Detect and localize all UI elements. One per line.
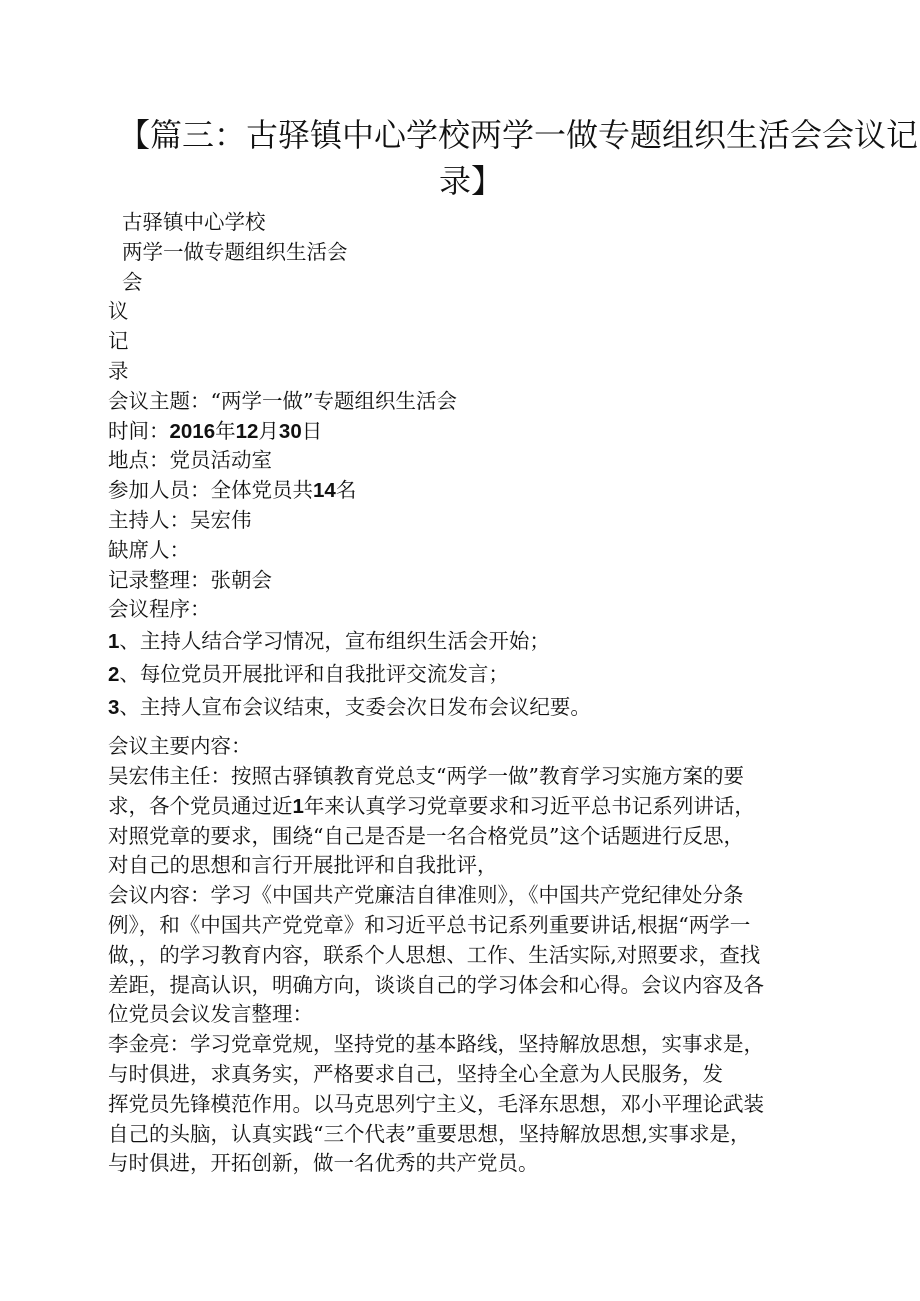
attendees-suffix: 名: [335, 478, 357, 503]
para1-line-2-num: 1: [292, 794, 304, 818]
agenda-item-1: [108, 625, 828, 658]
agenda-item-2-text: 、每位党员开展批评和自我批评交流发言；: [119, 662, 509, 687]
meeting-place: 地点：党员活动室: [108, 448, 272, 473]
meeting-attendees: [108, 476, 828, 506]
title-line-1: 【篇三：古驿镇中心学校两学一做专题组织生活会会议记: [118, 116, 919, 154]
para3-line-4: 自己的头脑，认真实践“三个代表”重要思想，坚持解放思想,实事求是，: [108, 1121, 751, 1146]
para3-line-3: 挥党员先锋模范作用。以马克思列宁主义，毛泽东思想，邓小平理论武装: [108, 1091, 764, 1116]
para2-line-3: 做，，的学习教育内容，联系个人思想、工作、生活实际,对照要求，查找: [108, 942, 761, 967]
para2-line-4: 差距，提高认识，明确方向，谈谈自己的学习体会和心得。会议内容及各: [108, 972, 764, 997]
meeting-absent: 缺席人：: [108, 537, 190, 562]
time-year: 2016: [169, 419, 216, 443]
time-year-unit: 年: [215, 418, 236, 443]
agenda-item-3: [108, 691, 828, 724]
time-month-unit: 月: [258, 418, 279, 443]
school-name: 古驿镇中心学校: [122, 210, 266, 234]
para1-line-3: 对照党章的要求，围绕“自己是否是一名合格党员”这个话题进行反思，: [108, 823, 744, 848]
meeting-host: 主持人：吴宏伟: [108, 507, 252, 532]
content-label: 会议主要内容：: [108, 734, 252, 759]
document-title: [118, 112, 919, 204]
para1-line-2-post: 年来认真学习党章要求和习近平总书记系列讲话，: [303, 793, 755, 818]
time-month: 12: [235, 419, 259, 443]
meeting-time: [108, 417, 828, 447]
para2-line-5: 位党员会议发言整理：: [108, 1002, 313, 1027]
para3-line-1: 李金亮：学习党章党规，坚持党的基本路线，坚持解放思想，实事求是，: [108, 1032, 764, 1057]
vertical-char-1: 会: [122, 269, 143, 294]
para3-line-5: 与时俱进，开拓创新，做一名优秀的共产党员。: [108, 1151, 539, 1176]
document-body: [108, 208, 828, 1179]
para3-line-2: 与时俱进，求真务实，严格要求自己，坚持全心全意为人民服务，发: [108, 1061, 723, 1086]
para1-line-1: 吴宏伟主任：按照古驿镇教育党总支“两学一做”教育学习实施方案的要: [108, 763, 744, 788]
event-name: 两学一做专题组织生活会: [122, 239, 348, 264]
vertical-char-4: 录: [108, 358, 129, 383]
time-label: 时间：: [108, 418, 170, 443]
agenda-item-3-num: 3: [108, 696, 120, 720]
meeting-topic: 会议主题：“两学一做”专题组织生活会: [108, 388, 457, 413]
agenda-item-2-num: 2: [108, 663, 120, 687]
time-day-unit: 日: [301, 418, 323, 443]
para1-line-2-pre: 求，各个党员通过近: [108, 793, 293, 818]
attendees-prefix: 参加人员：全体党员共: [108, 478, 313, 503]
vertical-char-3: 记: [108, 329, 129, 354]
agenda-item-2: [108, 658, 828, 691]
agenda-label: 会议程序：: [108, 597, 211, 622]
title-line-2: 录】: [438, 162, 503, 200]
para1-line-4: 对自己的思想和言行开展批评和自我批评，: [108, 853, 498, 878]
agenda-item-1-num: 1: [108, 630, 120, 654]
attendees-count: 14: [313, 479, 336, 503]
time-day: 30: [278, 419, 302, 443]
para2-line-1: 会议内容：学习《中国共产党廉洁自律准则》，《中国共产党纪律处分条: [108, 883, 744, 908]
agenda-item-1-text: 、主持人结合学习情况，宣布组织生活会开始；: [119, 629, 550, 654]
para1-line-2: [108, 792, 828, 822]
agenda-item-3-text: 、主持人宣布会议结束，支委会次日发布会议纪要。: [119, 695, 591, 720]
meeting-recorder: 记录整理：张朝会: [108, 567, 272, 592]
vertical-char-2: 议: [108, 299, 129, 324]
para2-line-2: 例》，和《中国共产党党章》和习近平总书记系列重要讲话,根据“两学一: [108, 912, 751, 937]
